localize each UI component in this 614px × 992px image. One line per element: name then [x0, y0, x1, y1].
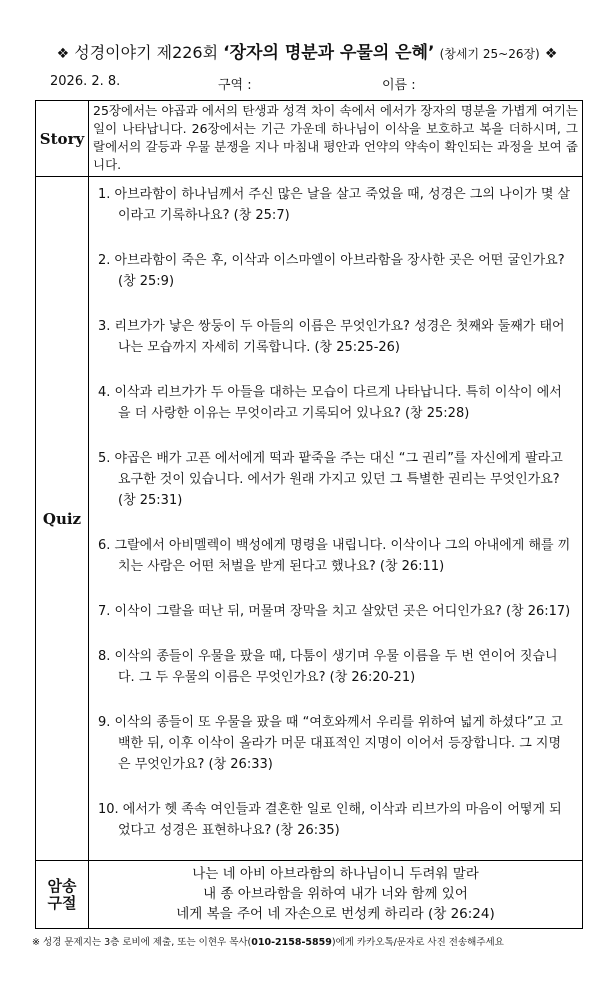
note-suffix: )에게 카카오톡/문자로 사진 전송해주세요 [331, 937, 504, 948]
memory-verse-line: 나는 네 아비 아브라함의 하나님이니 두려워 말라 [192, 866, 479, 882]
scripture-reference: (창세기 25~26장) [439, 47, 540, 61]
quiz-question: 7. 이삭이 그랄을 떠난 뒤, 머물며 장막을 치고 살았던 곳은 어디인가요? (창 26:17) [98, 604, 571, 619]
diamond-bullet-icon: ❖ [56, 46, 70, 62]
quiz-list [90, 178, 581, 859]
quiz-question: 4. 이삭과 리브가가 두 아들을 대하는 모습이 다르게 나타납니다. 특히 이삭이 에서을 더 사랑한 이유는 무엇이라고 기록되어 있나요? (창 25:28) [98, 385, 562, 421]
memory-label-line: 구절 [47, 893, 77, 912]
worksheet-title [0, 38, 614, 63]
memory-label-line: 암송 [47, 876, 77, 895]
memory-verse-label [36, 861, 89, 929]
quiz-row [36, 177, 583, 861]
title-prefix: 성경이야기 제226회 [74, 43, 219, 62]
memory-verse-line: 네게 복을 주어 네 자손으로 번성케 하리라 (창 26:24) [176, 906, 495, 922]
quiz-question: 9. 이삭의 종들이 또 우물을 팠을 때 “여호와께서 우리를 위하여 넓게 하셨다”고 고백한 뒤, 이후 이삭이 올라가 머문 대표적인 지명이 이어서 등장합니다. 그 지명은 무엇인가요? (창 26:33) [98, 715, 563, 772]
submission-note [32, 934, 504, 948]
quiz-question: 10. 에서가 헷 족속 여인들과 결혼한 일로 인해, 이삭과 리브가의 마음이 어떻게 되었다고 성경은 표현하나요? (창 26:35) [98, 802, 562, 838]
worksheet-date: 2026. 2. 8. [50, 74, 121, 89]
note-prefix: ※ 성경 문제지는 3층 로비에 제출, 또는 이현우 목사( [32, 937, 252, 948]
memory-verse-line: 내 종 아브라함을 위하여 내가 너와 함께 있어 [203, 886, 468, 902]
quiz-label: Quiz [36, 177, 89, 861]
memory-verse-text [89, 861, 583, 929]
worksheet-table [35, 100, 583, 929]
story-row [36, 101, 583, 177]
quiz-question: 6. 그랄에서 아비멜렉이 백성에게 명령을 내립니다. 이삭이나 그의 아내에게 해를 끼치는 사람은 어떤 처벌을 받게 된다고 했나요? (창 26:11) [98, 538, 571, 574]
memory-verse-row [36, 861, 583, 929]
quiz-question: 5. 야곱은 배가 고픈 에서에게 떡과 팥죽을 주는 대신 “그 권리”를 자신에게 팔라고 요구한 것이 있습니다. 에서가 원래 가지고 있던 그 특별한 권리는 무엇인가요? (창 25:31) [98, 451, 563, 508]
name-label: 이름 : [382, 78, 416, 93]
quiz-question: 8. 이삭의 종들이 우물을 팠을 때, 다툼이 생기며 우물 이름을 두 번 연이어 짓습니다. 그 두 우물의 이름은 무엇인가요? (창 26:20-21) [98, 649, 558, 685]
quiz-question: 2. 아브라함이 죽은 후, 이삭과 이스마엘이 아브라함을 장사한 곳은 어떤 굴인가요? (창 25:9) [98, 253, 565, 289]
district-label: 구역 : [218, 78, 252, 93]
quiz-cell [89, 177, 583, 861]
story-text: 25장에서는 야곱과 에서의 탄생과 성격 차이 속에서 에서가 장자의 명분을 가볍게 여기는 일이 나타납니다. 26장에서는 기근 가운데 하나님이 이삭을 보호하고 복을 더하시며, 그랄에서의 갈등과 우물 분쟁을 지나 마침내 평안과 언약의 약속이 확인되는 과정을 보여 줍니다. [89, 101, 583, 177]
title-main: ‘장자의 명분과 우물의 은혜’ [223, 43, 435, 63]
diamond-bullet-icon: ❖ [544, 46, 558, 62]
quiz-question: 1. 아브라함이 하나님께서 주신 많은 날을 살고 죽었을 때, 성경은 그의 나이가 몇 살이라고 기록하나요? (창 25:7) [98, 187, 571, 223]
quiz-question: 3. 리브가가 낳은 쌍둥이 두 아들의 이름은 무엇인가요? 성경은 첫째와 둘째가 태어나는 모습까지 자세히 기록합니다. (창 25:25-26) [98, 319, 565, 355]
contact-phone: 010-2158-5859 [251, 937, 332, 948]
story-label: Story [36, 101, 89, 177]
